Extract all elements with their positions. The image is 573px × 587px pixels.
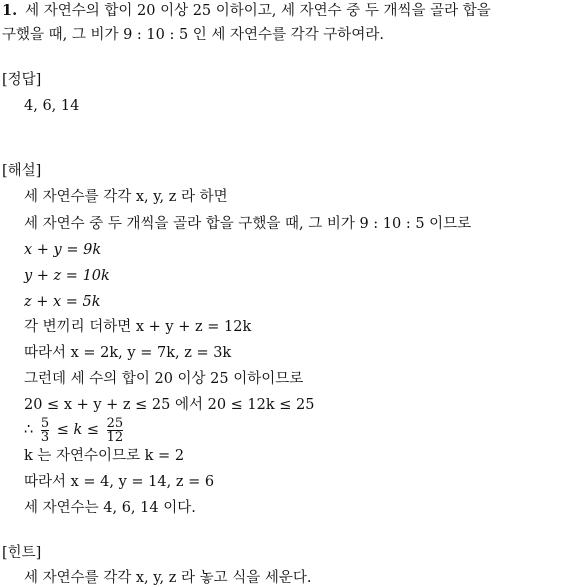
solution-header: [해설]: [2, 163, 42, 179]
equation-line: z + x = 5k: [24, 294, 101, 310]
hint-header: [힌트]: [2, 545, 42, 561]
solution-line: 세 자연수를 각각 x, y, z 라 하면: [24, 189, 228, 205]
answer-value: 4, 6, 14: [24, 98, 80, 114]
problem-line-1: [2, 2, 491, 20]
fraction-numerator: 5: [40, 415, 50, 431]
answer-header: [정답]: [2, 72, 42, 88]
fraction-5-3: [41, 417, 49, 444]
therefore-symbol: ∴: [24, 422, 34, 438]
solution-line: 세 자연수 중 두 개씩을 골라 합을 구했을 때, 그 비가 9 : 10 : 5 이므로: [24, 216, 472, 232]
hint-text: 세 자연수를 각각 x, y, z 라 놓고 식을 세운다.: [24, 570, 312, 586]
fraction-numerator: 25: [106, 415, 124, 431]
solution-line: 각 변끼리 더하면 x + y + z = 12k: [24, 319, 252, 335]
equation-line: x + y = 9k: [24, 242, 102, 258]
solution-line: 따라서 x = 4, y = 14, z = 6: [24, 474, 215, 490]
problem-number: 1.: [2, 2, 18, 19]
fraction-inequality: [24, 412, 126, 448]
solution-line: 그런데 세 수의 합이 20 이상 25 이하이므로: [24, 371, 304, 387]
fraction-denominator: 3: [40, 429, 50, 445]
solution-line: 따라서 x = 2k, y = 7k, z = 3k: [24, 345, 232, 361]
inequality-line: 20 ≤ x + y + z ≤ 25 에서 20 ≤ 12k ≤ 25: [24, 397, 315, 413]
solution-conclusion: 세 자연수는 4, 6, 14 이다.: [24, 500, 196, 516]
problem-text-1: 세 자연수의 합이 20 이상 25 이하이고, 세 자연수 중 두 개씩을 골라 합을: [25, 3, 491, 19]
solution-line: k 는 자연수이므로 k = 2: [24, 448, 185, 464]
equation-line: y + z = 10k: [24, 268, 110, 284]
inequality-middle: ≤ k ≤: [56, 422, 100, 438]
fraction-25-12: [107, 417, 124, 444]
fraction-denominator: 12: [106, 429, 124, 445]
problem-line-2: 구했을 때, 그 비가 9 : 10 : 5 인 세 자연수를 각각 구하여라.: [2, 27, 384, 43]
